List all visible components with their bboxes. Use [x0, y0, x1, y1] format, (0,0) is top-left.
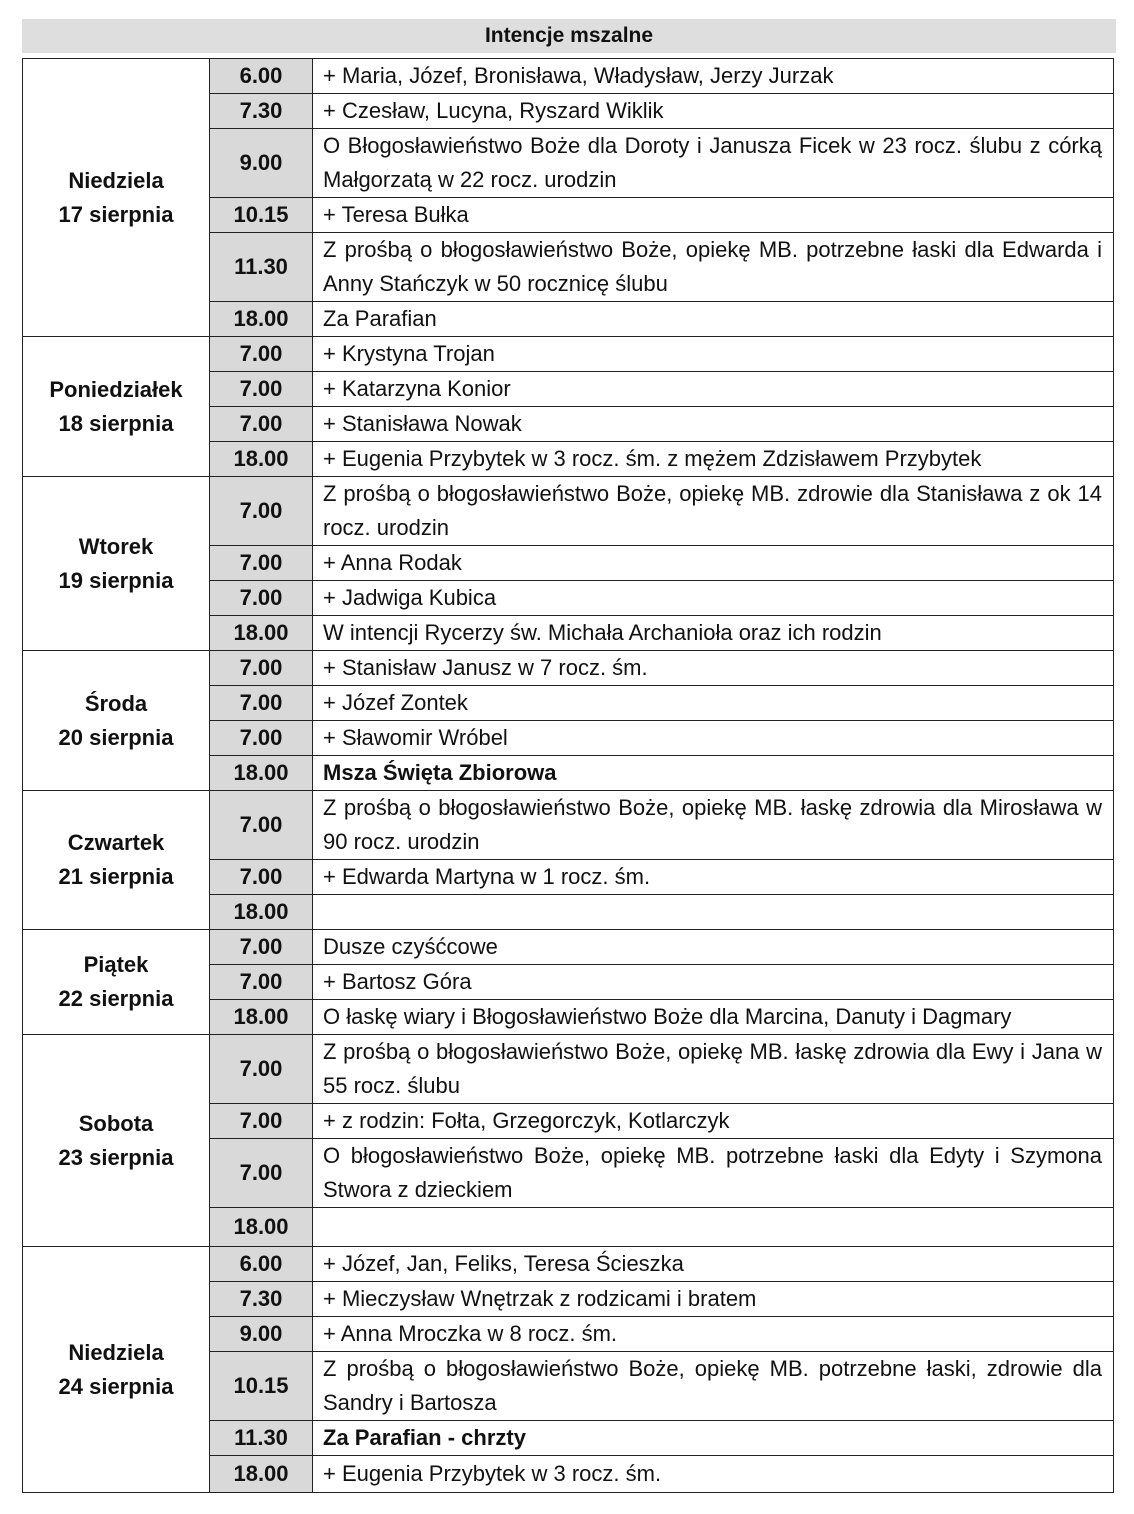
mass-time: 7.00	[210, 337, 313, 372]
day-label	[23, 651, 210, 791]
mass-intention-text: Dusze czyśćcowe	[323, 934, 498, 959]
mass-intention-text: + Sławomir Wróbel	[323, 725, 508, 750]
mass-intention-text: + Józef Zontek	[323, 690, 468, 715]
mass-intention-text: + Edwarda Martyna w 1 rocz. śm.	[323, 864, 651, 889]
day-name: Niedziela	[68, 167, 164, 193]
mass-time: 7.00	[210, 721, 313, 756]
mass-time: 7.00	[210, 372, 313, 407]
mass-time: 18.00	[210, 1208, 313, 1247]
mass-intention-text: + Stanisława Nowak	[323, 411, 522, 436]
mass-intention	[313, 581, 1113, 616]
day-name: Sobota	[78, 1110, 154, 1136]
mass-time: 7.30	[210, 1282, 313, 1317]
mass-time: 7.00	[210, 581, 313, 616]
mass-intention-text: + Eugenia Przybytek w 3 rocz. śm.	[323, 1461, 662, 1486]
mass-intention	[313, 1035, 1113, 1104]
mass-intention	[313, 930, 1113, 965]
mass-intention	[313, 477, 1113, 546]
mass-time: 11.30	[210, 1421, 313, 1456]
mass-intention	[313, 198, 1113, 233]
mass-intention-text: + Józef, Jan, Feliks, Teresa Ścieszka	[323, 1251, 684, 1276]
mass-time: 6.00	[210, 59, 313, 94]
mass-intention-text: + Anna Mroczka w 8 rocz. śm.	[323, 1321, 618, 1346]
mass-time: 18.00	[210, 1000, 313, 1035]
mass-intention	[313, 442, 1113, 477]
mass-time: 7.00	[210, 965, 313, 1000]
mass-intention-text: Z prośbą o błogosławieństwo Boże, opiekę MB. potrzebne łaski dla Edwarda i Anny Stańczyk w 50 rocznicę ślubu	[323, 237, 1102, 296]
mass-intention	[313, 1000, 1113, 1035]
mass-time: 9.00	[210, 1317, 313, 1352]
day-label	[23, 930, 210, 1035]
mass-time: 7.00	[210, 1139, 313, 1208]
mass-intention	[313, 1247, 1113, 1282]
mass-intention	[313, 546, 1113, 581]
mass-intention-text: Z prośbą o błogosławieństwo Boże, opiekę MB. potrzebne łaski, zdrowie dla Sandry i Bartosza	[323, 1356, 1102, 1415]
mass-intention-text: + Mieczysław Wnętrzak z rodzicami i bratem	[323, 1286, 757, 1311]
mass-time: 7.00	[210, 546, 313, 581]
day-name: Niedziela	[68, 1339, 164, 1365]
mass-time: 10.15	[210, 1352, 313, 1421]
mass-intention	[313, 651, 1113, 686]
mass-intention	[313, 686, 1113, 721]
day-name: Poniedziałek	[49, 376, 183, 402]
mass-intention-text: + z rodzin: Fołta, Grzegorczyk, Kotlarczyk	[323, 1108, 730, 1133]
mass-intention	[313, 337, 1113, 372]
mass-intention-text: + Eugenia Przybytek w 3 rocz. śm. z mężem Zdzisławem Przybytek	[323, 446, 982, 471]
mass-intention	[313, 302, 1113, 337]
mass-intention	[313, 1208, 1113, 1247]
mass-intention-text: Za Parafian - chrzty	[323, 1425, 526, 1450]
mass-intention	[313, 895, 1113, 930]
mass-intention-text: Msza Święta Zbiorowa	[323, 760, 557, 785]
day-date: 22 sierpnia	[58, 986, 174, 1011]
mass-intention-text: + Stanisław Janusz w 7 rocz. śm.	[323, 655, 648, 680]
day-name: Środa	[84, 690, 148, 716]
day-label	[23, 1247, 210, 1492]
day-date: 23 sierpnia	[58, 1144, 174, 1170]
day-date: 17 sierpnia	[58, 201, 174, 227]
mass-time: 7.00	[210, 791, 313, 860]
mass-intention-text: Z prośbą o błogosławieństwo Boże, opiekę MB. łaskę zdrowia dla Mirosława w 90 rocz. urodzin	[323, 795, 1102, 854]
mass-intention	[313, 407, 1113, 442]
mass-time: 9.00	[210, 129, 313, 198]
day-name: Wtorek	[78, 533, 154, 559]
mass-intention-text: + Maria, Józef, Bronisława, Władysław, Jerzy Jurzak	[323, 63, 834, 88]
mass-intention	[313, 233, 1113, 302]
day-date: 19 sierpnia	[58, 567, 174, 593]
mass-time: 7.00	[210, 651, 313, 686]
day-date: 18 sierpnia	[58, 410, 174, 436]
mass-intentions-table	[22, 58, 1114, 1493]
mass-time: 10.15	[210, 198, 313, 233]
mass-time: 18.00	[210, 442, 313, 477]
mass-time: 7.00	[210, 686, 313, 721]
day-label	[23, 59, 210, 337]
mass-time: 7.00	[210, 407, 313, 442]
mass-intention-text: + Krystyna Trojan	[323, 341, 495, 366]
mass-intention	[313, 94, 1113, 129]
mass-intention	[313, 129, 1113, 198]
mass-time: 18.00	[210, 302, 313, 337]
mass-intention	[313, 59, 1113, 94]
day-label	[23, 337, 210, 477]
mass-intention	[313, 965, 1113, 1000]
mass-intention-text: Za Parafian	[323, 306, 437, 331]
mass-intention	[313, 721, 1113, 756]
mass-time: 7.00	[210, 860, 313, 895]
mass-time: 11.30	[210, 233, 313, 302]
mass-intention	[313, 756, 1113, 791]
day-label	[23, 1035, 210, 1247]
mass-intention-text: O łaskę wiary i Błogosławieństwo Boże dla Marcina, Danuty i Dagmary	[323, 1004, 1012, 1029]
mass-intention-text: O błogosławieństwo Boże, opiekę MB. potrzebne łaski dla Edyty i Szymona Stwora z dzieckiem	[323, 1143, 1102, 1202]
mass-intention-text: + Anna Rodak	[323, 550, 462, 575]
mass-intention	[313, 1317, 1113, 1352]
day-name: Czwartek	[67, 830, 165, 855]
mass-time: 7.00	[210, 1104, 313, 1139]
mass-intention	[313, 1352, 1113, 1421]
mass-intention	[313, 791, 1113, 860]
mass-time: 7.00	[210, 930, 313, 965]
day-label	[23, 791, 210, 930]
mass-time: 6.00	[210, 1247, 313, 1282]
mass-intention-text: W intencji Rycerzy św. Michała Archanioła oraz ich rodzin	[323, 620, 882, 645]
mass-intention	[313, 860, 1113, 895]
mass-intention-text: + Jadwiga Kubica	[323, 585, 497, 610]
mass-intention	[313, 1104, 1113, 1139]
mass-intention	[313, 1421, 1113, 1456]
day-date: 20 sierpnia	[58, 724, 174, 750]
mass-intention-text: + Katarzyna Konior	[323, 376, 511, 401]
mass-time: 7.00	[210, 1035, 313, 1104]
mass-intention	[313, 616, 1113, 651]
mass-intention-text: + Bartosz Góra	[323, 969, 472, 994]
mass-time: 7.30	[210, 94, 313, 129]
mass-intention	[313, 1456, 1113, 1492]
day-date: 21 sierpnia	[58, 864, 174, 889]
mass-time: 7.00	[210, 477, 313, 546]
mass-intention	[313, 372, 1113, 407]
mass-time: 18.00	[210, 895, 313, 930]
day-label	[23, 477, 210, 651]
mass-time: 18.00	[210, 756, 313, 791]
table-title: Intencje mszalne	[22, 19, 1116, 53]
mass-intention-text: Z prośbą o błogosławieństwo Boże, opiekę MB. zdrowie dla Stanisława z ok 14 rocz. urodzin	[323, 481, 1102, 540]
mass-intention-text: O Błogosławieństwo Boże dla Doroty i Janusza Ficek w 23 rocz. ślubu z córką Małgorzatą w 22 rocz. urodzin	[323, 133, 1102, 192]
mass-intention	[313, 1282, 1113, 1317]
mass-intention	[313, 1139, 1113, 1208]
day-name: Piątek	[83, 952, 149, 977]
mass-intention-text: + Czesław, Lucyna, Ryszard Wiklik	[323, 98, 664, 123]
day-date: 24 sierpnia	[58, 1373, 174, 1399]
mass-intention-text: Z prośbą o błogosławieństwo Boże, opiekę MB. łaskę zdrowia dla Ewy i Jana w 55 rocz. ślubu	[323, 1039, 1102, 1098]
mass-intention-text: + Teresa Bułka	[323, 202, 469, 227]
mass-time: 18.00	[210, 616, 313, 651]
mass-time: 18.00	[210, 1456, 313, 1492]
